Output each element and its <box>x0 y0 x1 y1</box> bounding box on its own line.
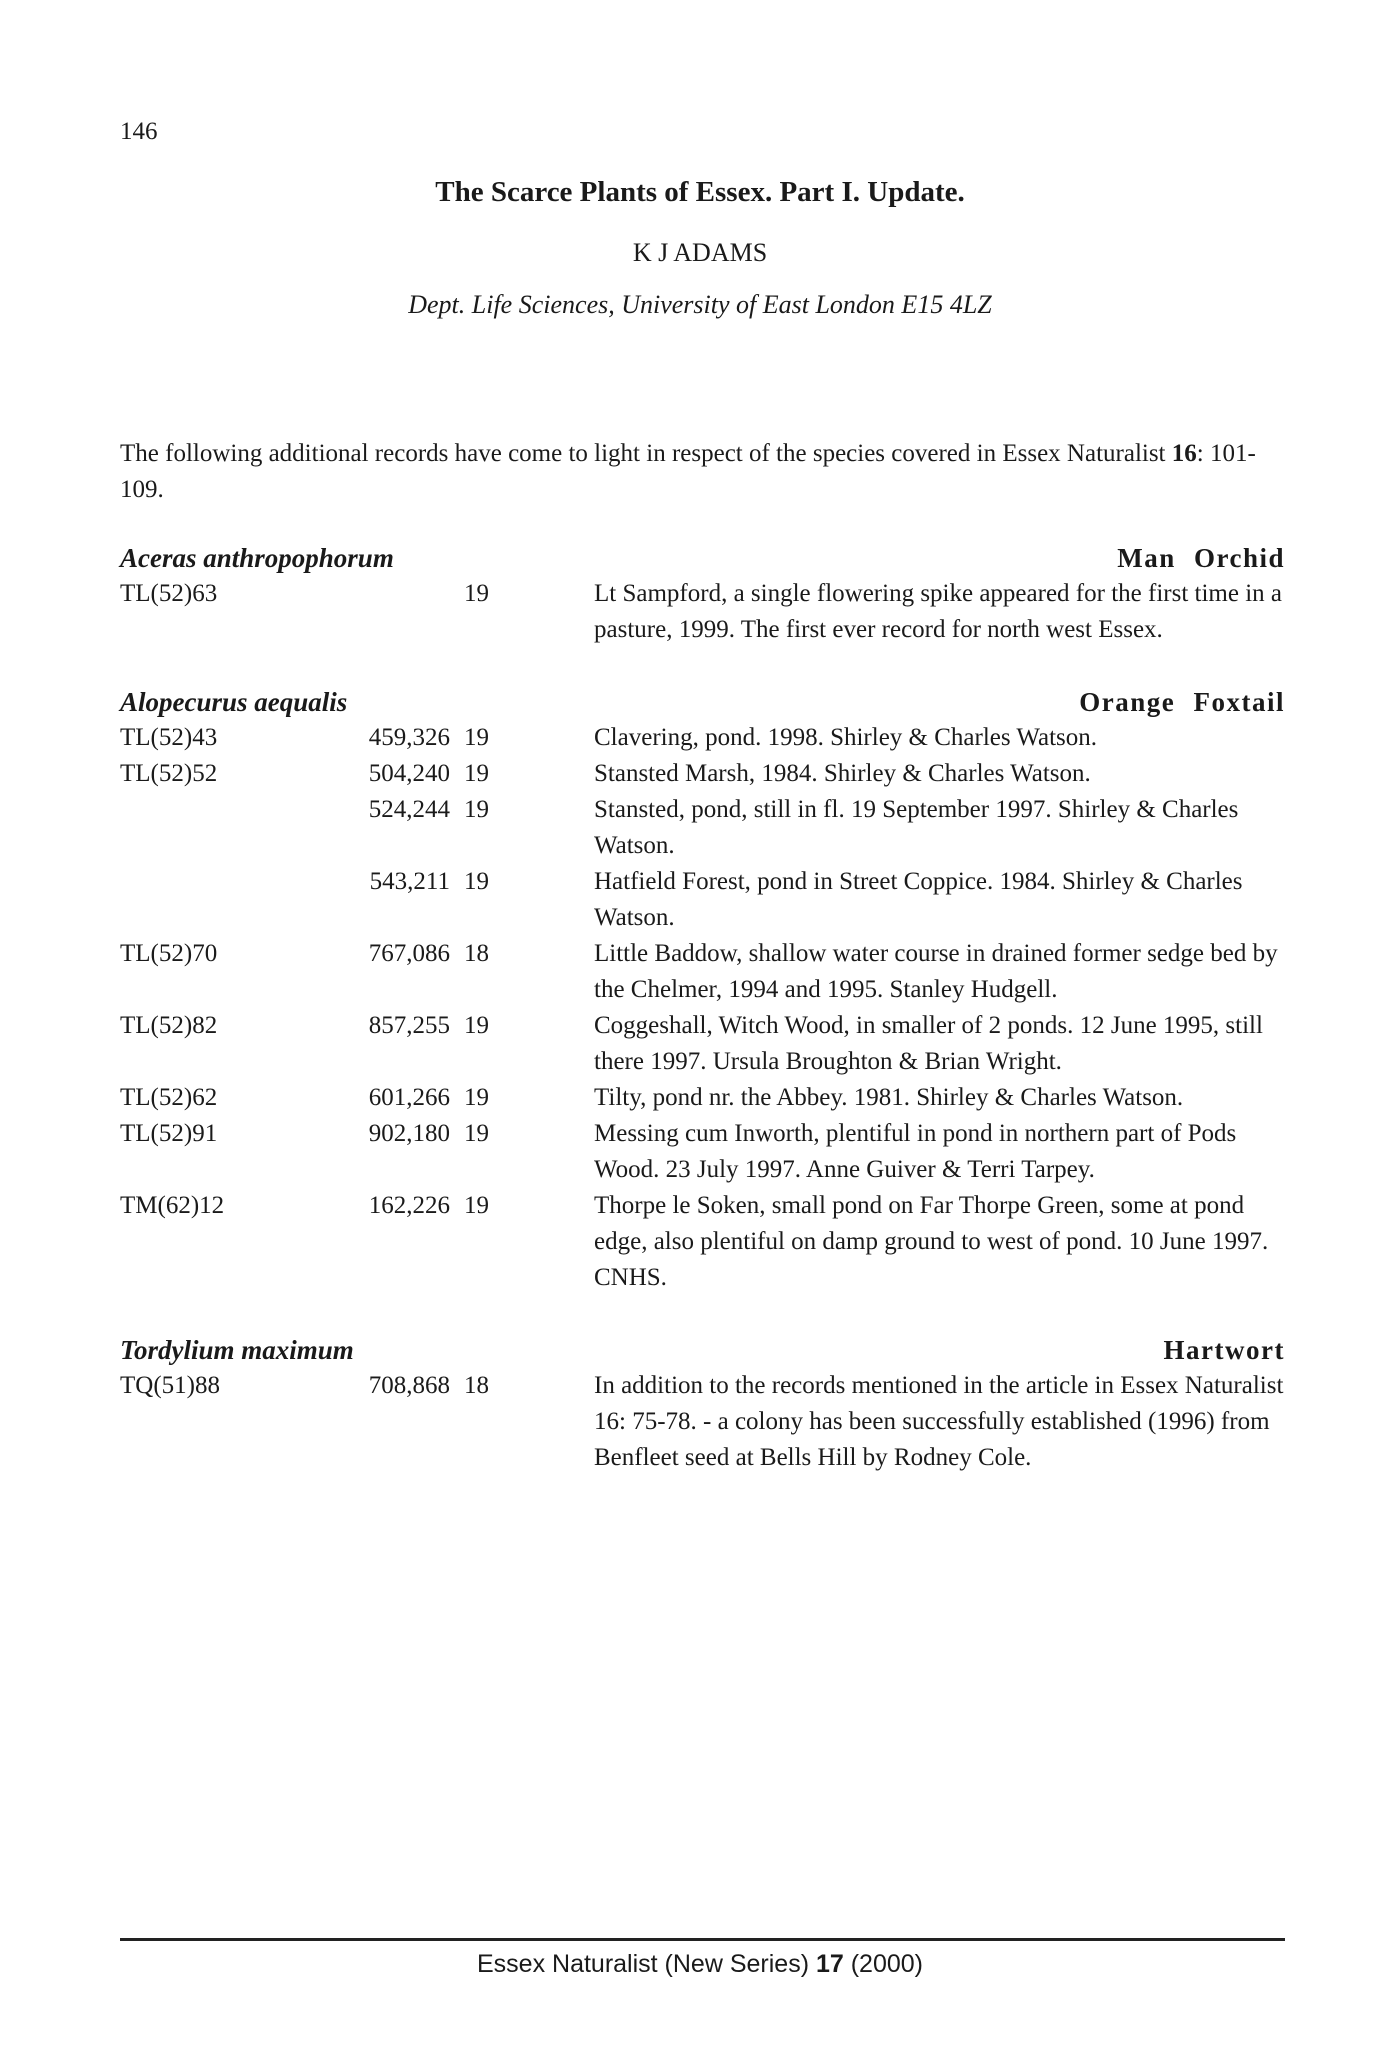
grid-square: TM(62)12 <box>120 1192 225 1219</box>
grid-reference: 767,086 <box>368 940 450 967</box>
grid-square <box>120 864 340 936</box>
record-description: Coggeshall, Witch Wood, in smaller of 2 ponds. 12 June 1995, still there 1997. Ursula Broughton & Brian Wright. <box>594 1012 1263 1075</box>
footer-rule <box>120 1938 1285 1941</box>
footer <box>0 1950 1400 1979</box>
species-latin-name: Aceras anthropophorum <box>120 543 394 573</box>
record-description: Lt Sampford, a single flowering spike appeared for the first time in a pasture, 1999. The first ever record for north west Essex. <box>594 580 1282 643</box>
grid-square: TQ(51)88 <box>120 1372 220 1399</box>
species-section <box>120 684 1285 1296</box>
grid-reference: 459,326 <box>368 724 450 751</box>
record-row <box>120 1188 1285 1296</box>
record-row <box>120 720 1285 756</box>
record-description: Messing cum Inworth, plentiful in pond in northern part of Pods Wood. 23 July 1997. Anne Guiver & Terri Tarpey. <box>594 1120 1237 1183</box>
grid-square: TL(52)82 <box>120 1012 218 1039</box>
grid-square: TL(52)43 <box>120 724 218 751</box>
intro-pages: : 101-109. <box>120 440 1256 503</box>
record-row <box>120 756 1285 792</box>
species-heading <box>120 684 1285 720</box>
record-description: Hatfield Forest, pond in Street Coppice. 1984. Shirley & Charles Watson. <box>594 868 1243 931</box>
species-latin-name: Alopecurus aequalis <box>120 687 348 717</box>
century: 19 <box>464 1120 489 1147</box>
grid-square: TL(52)63 <box>120 580 218 607</box>
record-description: Stansted, pond, still in fl. 19 September 1997. Shirley & Charles Watson. <box>594 796 1239 859</box>
intro-volume: 16 <box>1171 440 1197 467</box>
record-row <box>120 1368 1285 1476</box>
century: 19 <box>464 580 489 607</box>
grid-reference: 708,868 <box>368 1372 450 1399</box>
species-common-name: Hartwort <box>1163 1335 1285 1365</box>
species-heading <box>120 1332 1285 1368</box>
century: 19 <box>464 868 489 895</box>
century: 18 <box>464 940 489 967</box>
species-list <box>120 540 1285 1512</box>
century: 19 <box>464 1012 489 1039</box>
footer-volume: 17 <box>815 1950 844 1978</box>
record-description: Thorpe le Soken, small pond on Far Thorpe Green, some at pond edge, also plentiful on damp ground to west of pond. 10 June 1997. CNHS. <box>594 1192 1269 1291</box>
page-number: 146 <box>120 118 158 145</box>
affiliation: Dept. Life Sciences, University of East London E15 4LZ <box>408 290 992 319</box>
grid-reference: 162,226 <box>368 1192 450 1219</box>
author: K J ADAMS <box>632 238 768 267</box>
intro-text: The following additional records have come to light in respect of the species covered in Essex Naturalist <box>120 440 1172 467</box>
footer-year: (2000) <box>843 1950 923 1978</box>
record-row <box>120 864 1285 936</box>
record-row <box>120 936 1285 1008</box>
grid-square: TL(52)91 <box>120 1120 218 1147</box>
record-description: Little Baddow, shallow water course in drained former sedge bed by the Chelmer, 1994 and 1995. Stanley Hudgell. <box>594 940 1278 1003</box>
grid-reference: 504,240 <box>368 760 450 787</box>
grid-reference: 543,211 <box>369 868 450 895</box>
article-title: The Scarce Plants of Essex. Part I. Update. <box>435 176 965 208</box>
century: 19 <box>464 796 489 823</box>
century: 19 <box>464 1084 489 1111</box>
century: 19 <box>464 724 489 751</box>
grid-reference <box>340 576 460 648</box>
species-section <box>120 1332 1285 1476</box>
species-heading <box>120 540 1285 576</box>
grid-square: TL(52)70 <box>120 940 218 967</box>
species-common-name: Man Orchid <box>1117 543 1285 573</box>
species-section <box>120 540 1285 648</box>
record-row <box>120 1116 1285 1188</box>
record-row <box>120 1080 1285 1116</box>
record-row <box>120 576 1285 648</box>
record-description: In addition to the records mentioned in the article in Essex Naturalist 16: 75-78. - a colony has been successfully established (1996) from Benfleet seed at Bells Hill by Rodney Cole. <box>594 1372 1284 1471</box>
century: 18 <box>464 1372 489 1399</box>
grid-reference: 601,266 <box>368 1084 450 1111</box>
record-description: Clavering, pond. 1998. Shirley & Charles Watson. <box>594 724 1098 751</box>
grid-reference: 524,244 <box>368 796 450 823</box>
record-description: Tilty, pond nr. the Abbey. 1981. Shirley & Charles Watson. <box>594 1084 1184 1111</box>
record-description: Stansted Marsh, 1984. Shirley & Charles Watson. <box>594 760 1091 787</box>
grid-reference: 902,180 <box>368 1120 450 1147</box>
grid-square: TL(52)62 <box>120 1084 218 1111</box>
record-row <box>120 792 1285 864</box>
century: 19 <box>464 760 489 787</box>
footer-journal: Essex Naturalist (New Series) <box>476 1950 816 1978</box>
century: 19 <box>464 1192 489 1219</box>
grid-square: TL(52)52 <box>120 760 218 787</box>
grid-square <box>120 792 340 864</box>
intro-paragraph <box>120 436 1285 508</box>
record-row <box>120 1008 1285 1080</box>
grid-reference: 857,255 <box>368 1012 450 1039</box>
species-common-name: Orange Foxtail <box>1079 687 1285 717</box>
species-latin-name: Tordylium maximum <box>120 1335 354 1365</box>
